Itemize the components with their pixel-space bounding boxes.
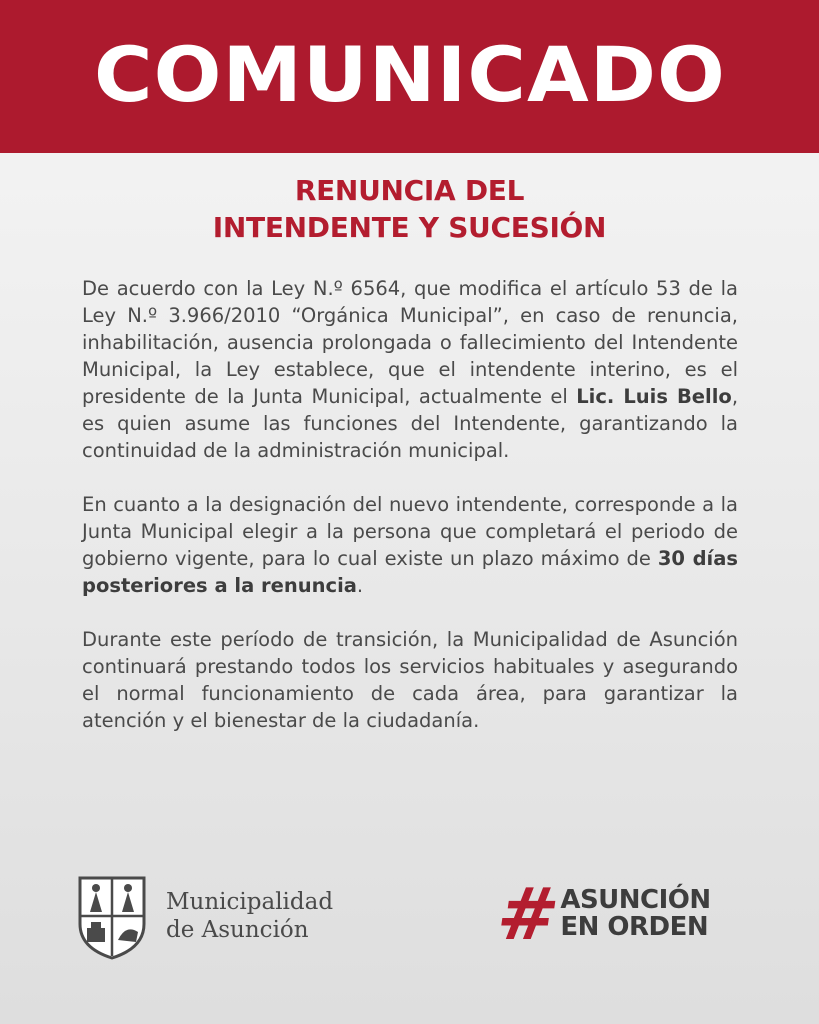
- paragraph-2: [82, 491, 738, 599]
- header-banner: [0, 0, 819, 153]
- paragraph-3: Durante este período de transición, la Municipalidad de Asunción continuará prestando todos los servicios habituales y asegurando el normal funcionamiento de cada área, para garantizar la atención y el bienestar de la ciudadanía.: [82, 628, 738, 732]
- municipality-name: [166, 888, 333, 944]
- municipality-name-line-1: Municipalidad: [166, 889, 334, 915]
- paragraph-2-text-b: .: [356, 574, 364, 597]
- paragraph-1-text-a: De acuerdo con la Ley N.º 6564, que modifica el artículo 53 de la Ley N.º 3.966/2010 “Orgánica Municipal”, en caso de renuncia, inhabilitación, ausencia prolongada o fallecimiento del Intendente Municipal, la Ley establece, que el intendente interino, es el presidente de la Junta Municipal, actualmente el: [82, 277, 738, 408]
- subtitle-line-1: RENUNCIA DEL: [294, 174, 525, 207]
- coat-of-arms-icon: [76, 872, 148, 960]
- paragraph-2-text-a: En cuanto a la designación del nuevo intendente, corresponde a la Junta Municipal elegir a la persona que completará el periodo de gobierno vigente, para lo cual existe un plazo máximo de: [82, 493, 738, 570]
- paragraph-1: [82, 275, 738, 464]
- municipality-name-line-2: de Asunción: [166, 917, 309, 943]
- paragraph-1-bold: Lic. Luis Bello: [576, 385, 732, 408]
- announcement-subtitle: [0, 172, 819, 246]
- hashtag-symbol: #: [492, 872, 565, 956]
- banner-title: COMUNICADO: [93, 29, 726, 119]
- campaign-line-2: EN ORDEN: [560, 912, 709, 942]
- paragraph-2-bold: 30 días posteriores a la renuncia: [82, 547, 738, 597]
- campaign-logo: [492, 872, 711, 956]
- paragraph-1-text-b: , es quien asume las funciones del Intendente, garantizando la continuidad de la administración municipal.: [82, 385, 739, 462]
- campaign-line-1: ASUNCIÓN: [560, 885, 711, 915]
- campaign-text: [560, 887, 710, 941]
- announcement-body: [82, 275, 738, 734]
- subtitle-line-2: INTENDENTE Y SUCESIÓN: [212, 211, 607, 244]
- municipality-logo: [76, 872, 333, 960]
